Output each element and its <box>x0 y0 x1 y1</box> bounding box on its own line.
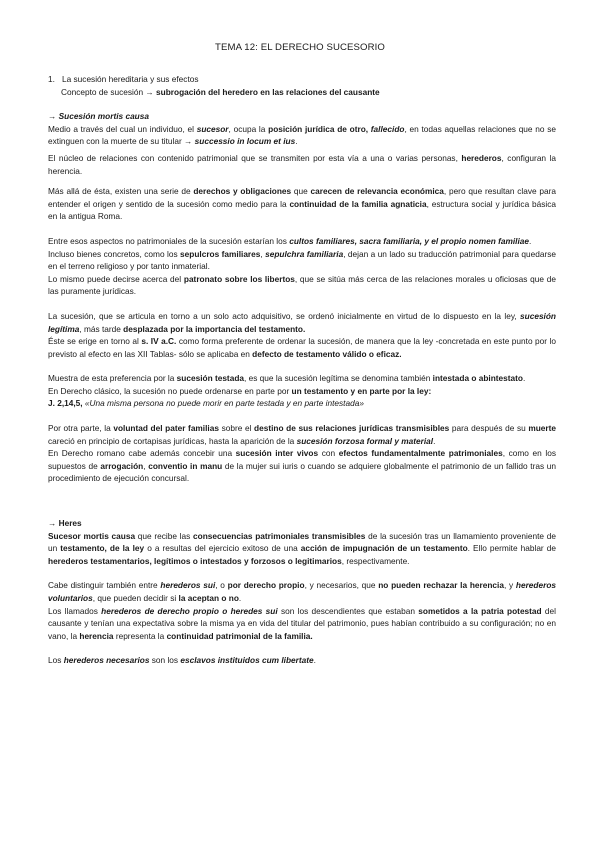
text-emphasis <box>48 111 149 121</box>
paragraph <box>48 185 556 223</box>
mortis-causa-heading <box>48 110 556 123</box>
text-run: sepulchra familiaria <box>265 248 344 259</box>
paragraph <box>48 123 556 148</box>
paragraph <box>48 310 556 335</box>
text-run: «Una misma persona no puede morir en parte testada y en parte intestada» <box>84 398 364 409</box>
text-run: , o <box>215 580 228 591</box>
page-title: TEMA 12: EL DERECHO SUCESORIO <box>215 42 385 53</box>
text-run: , <box>260 248 266 259</box>
text-run: . <box>433 435 436 446</box>
text-run: del causante y tenían una expectativa sobre la misma ya en vida del titular del patrimonio, pues habían contribuido a su configuración; no en vano, la <box>48 605 556 641</box>
text-run: herederos voluntarios <box>48 580 557 603</box>
text-run: sucesión testada <box>176 373 244 384</box>
text-emphasis <box>64 655 150 665</box>
concepto-label: Concepto de sucesión → <box>61 86 157 97</box>
mortis-heading-text: → Sucesión mortis causa <box>48 111 149 122</box>
paragraph <box>48 372 556 385</box>
text-run: defecto de testamento válido o eficaz. <box>252 348 402 359</box>
text-emphasis <box>160 580 215 590</box>
text-run: Por otra parte, la <box>48 423 114 434</box>
text-run: que recibe las <box>135 530 194 541</box>
text-run: La sucesión, que se articula en torno a un solo acto adquisitivo, se ordenó inicialmente en virtud de lo dispuesto en la ley, <box>48 310 521 321</box>
text-run: arrogación <box>100 460 144 471</box>
text-run: consecuencias patrimoniales transmisibles <box>193 530 366 541</box>
text-run: herederos <box>461 152 502 163</box>
concepto-definition: subrogación del heredero en las relaciones del causante <box>156 86 380 97</box>
text-run: no pueden rechazar la herencia <box>378 580 504 591</box>
section-number: 1. <box>48 74 55 84</box>
paragraph <box>48 152 556 177</box>
text-run: , y necesarios, que <box>304 580 379 591</box>
text-emphasis <box>195 136 296 146</box>
text-run: Entre esos aspectos no patrimoniales de la sucesión estarían los <box>48 235 290 246</box>
paragraph <box>48 422 556 447</box>
text-run: para después de su <box>449 423 529 434</box>
section-1-heading <box>48 73 556 86</box>
text-run: , que se sitúa más cerca de las relaciones morales u oficiosas que de las puramente jurídicas. <box>48 273 556 297</box>
text-run: sepulcros familiares <box>180 248 261 259</box>
text-run: , respectivamente. <box>341 555 410 566</box>
text-emphasis <box>180 655 313 665</box>
text-run: un testamento y en parte por la ley: <box>291 385 432 396</box>
text-run: herederos necesarios <box>63 655 150 666</box>
text-run: voluntad del pater familias <box>113 423 219 434</box>
text-run: o a resultas del ejercicio exitoso de una <box>144 543 301 554</box>
text-run: herencia <box>79 630 114 641</box>
text-run: Medio a través del cual un individuo, el <box>48 123 197 134</box>
paragraph <box>48 235 556 248</box>
text-run: efectos fundamentalmente patrimoniales <box>338 448 503 459</box>
text-run: , dejan a un lado su traducción patrimonial para quedarse en el terreno religioso y por tanto inmaterial. <box>48 248 556 272</box>
text-run: , en todas aquellas relaciones que no se extinguen con la muerte de su titular → <box>48 123 556 147</box>
text-run: conventio in manu <box>148 460 223 471</box>
text-run: Más allá de ésta, existen una serie de <box>48 186 194 197</box>
text-run: herederos sui <box>160 580 216 591</box>
text-emphasis <box>265 249 343 259</box>
paragraph <box>48 335 556 360</box>
text-run: herederos de derecho propio o heredes sui <box>101 605 278 616</box>
text-run: destino de sus relaciones jurídicas transmisibles <box>254 423 450 434</box>
text-run: s. IV a.C. <box>141 336 177 347</box>
citation <box>48 397 556 410</box>
text-run: sucesor <box>196 123 229 134</box>
text-run: posición jurídica de otro, <box>268 123 371 134</box>
document-body <box>48 73 556 667</box>
text-run: sucesión forzosa formal y material <box>296 435 434 446</box>
heres-heading-text: → Heres <box>48 518 82 529</box>
text-run: carecen de relevancia económica <box>310 186 444 197</box>
paragraph <box>48 530 556 568</box>
paragraph <box>48 248 556 273</box>
text-run: sometidos a la patria potestad <box>418 605 542 616</box>
paragraph <box>48 605 556 643</box>
text-run: , pero que resultan clave para entender el origen y sentido de la sucesión como medio para la <box>48 186 557 209</box>
text-run: son los descendientes que estaban <box>277 605 419 616</box>
text-run: fallecido <box>370 123 405 134</box>
text-run: , <box>143 460 149 471</box>
text-run: El núcleo de relaciones con contenido patrimonial que se transmiten por esta vía a una o varias personas, <box>48 152 462 163</box>
text-emphasis <box>371 124 405 134</box>
text-emphasis <box>297 436 434 446</box>
text-emphasis <box>101 606 278 616</box>
text-run: derechos y obligaciones <box>193 186 292 197</box>
text-run: testamento, de la ley <box>60 543 145 554</box>
text-run: sucesión inter vivos <box>235 448 319 459</box>
text-run: que <box>291 186 311 197</box>
text-run: continuidad de la familia agnaticia <box>289 198 427 209</box>
section-title: La sucesión hereditaria y sus efectos <box>62 74 199 84</box>
text-run: intestada o abintestato <box>432 373 523 384</box>
text-run: como forma preferente de ordenar la sucesión, de manera que la ley -concretada en este punto por lo previsto al efecto en las XII Tablas- sólo se aplicaba en <box>48 336 556 359</box>
text-run: successio in locum et ius <box>194 136 296 147</box>
paragraph <box>48 447 556 485</box>
text-run: En Derecho clásico, la sucesión no puede ordenarse en parte por <box>48 385 292 396</box>
text-run: , más tarde <box>79 323 124 334</box>
text-run: En Derecho romano cabe además concebir una <box>48 448 236 459</box>
text-run: , que pueden decidir si <box>92 593 179 603</box>
text-run: , ocupa la <box>228 123 269 134</box>
paragraph <box>48 273 556 298</box>
text-run: , y <box>503 580 516 591</box>
text-run: . <box>523 373 526 384</box>
concepto-line <box>48 86 556 99</box>
paragraph <box>48 385 556 398</box>
paragraph <box>48 579 556 604</box>
text-run: muerte <box>528 423 557 434</box>
paragraph <box>48 654 556 667</box>
text-run: esclavos instituidos cum libertate <box>180 655 314 666</box>
text-run: por derecho propio <box>227 580 305 591</box>
text-run: cultos familiares, sacra familiaria, y el propio nomen familiae <box>289 235 529 246</box>
text-run: J. 2,14,5, <box>48 398 85 409</box>
text-run: con <box>318 448 339 459</box>
text-run: herederos testamentarios, legítimos o intestados y forzosos o legitimarios <box>48 555 342 566</box>
text-emphasis <box>289 235 532 246</box>
text-run: continuidad patrimonial de la familia. <box>166 630 313 641</box>
text-run: Cabe distinguir también entre <box>48 580 161 591</box>
text-run: patronato sobre los libertos <box>183 273 295 284</box>
text-run: representa la <box>113 630 167 641</box>
text-run: Incluso bienes concretos, como los <box>48 248 181 259</box>
text-emphasis <box>197 124 229 134</box>
heres-heading <box>48 517 556 530</box>
text-run: , estructura social y jurídica básica en la antigua Roma. <box>48 198 556 222</box>
text-run: de la mujer sui iuris o cuando se adquiere globalmente el patrimonio de un fallido tras un procedimiento de ejecución concursal. <box>48 460 557 484</box>
text-run: Sucesor mortis causa <box>48 530 136 541</box>
text-run: son los <box>149 655 181 666</box>
text-run: Los llamados <box>48 605 102 616</box>
text-run: . <box>238 593 242 603</box>
text-run: desplazada por la importancia del testamento. <box>123 323 306 334</box>
text-run: , configuran la herencia. <box>48 152 556 176</box>
text-run: acción de impugnación de un testamento <box>300 543 468 554</box>
text-run: . Ello permite hablar de <box>467 543 556 554</box>
text-run: . <box>295 136 298 147</box>
text-run: Éste se erige en torno al <box>48 336 142 347</box>
text-run: . <box>529 235 532 246</box>
text-run: , como en los supuestos de <box>48 448 556 471</box>
text-run: la aceptan o no <box>178 593 239 603</box>
text-run: de la sucesión tras un llamamiento proveniente de un <box>48 530 556 554</box>
text-run: Los <box>48 655 64 666</box>
text-run: careció en principio de cortapisas jurídicas, hasta la aparición de la <box>48 435 297 446</box>
text-run: Muestra de esta preferencia por la <box>48 373 177 384</box>
text-run: . <box>313 655 316 666</box>
text-run: sobre el <box>218 423 255 434</box>
text-run: sucesión legítima <box>48 310 556 334</box>
text-run: Lo mismo puede decirse acerca del <box>48 273 184 284</box>
text-run: , es que la sucesión legítima se denomina también <box>244 373 433 384</box>
